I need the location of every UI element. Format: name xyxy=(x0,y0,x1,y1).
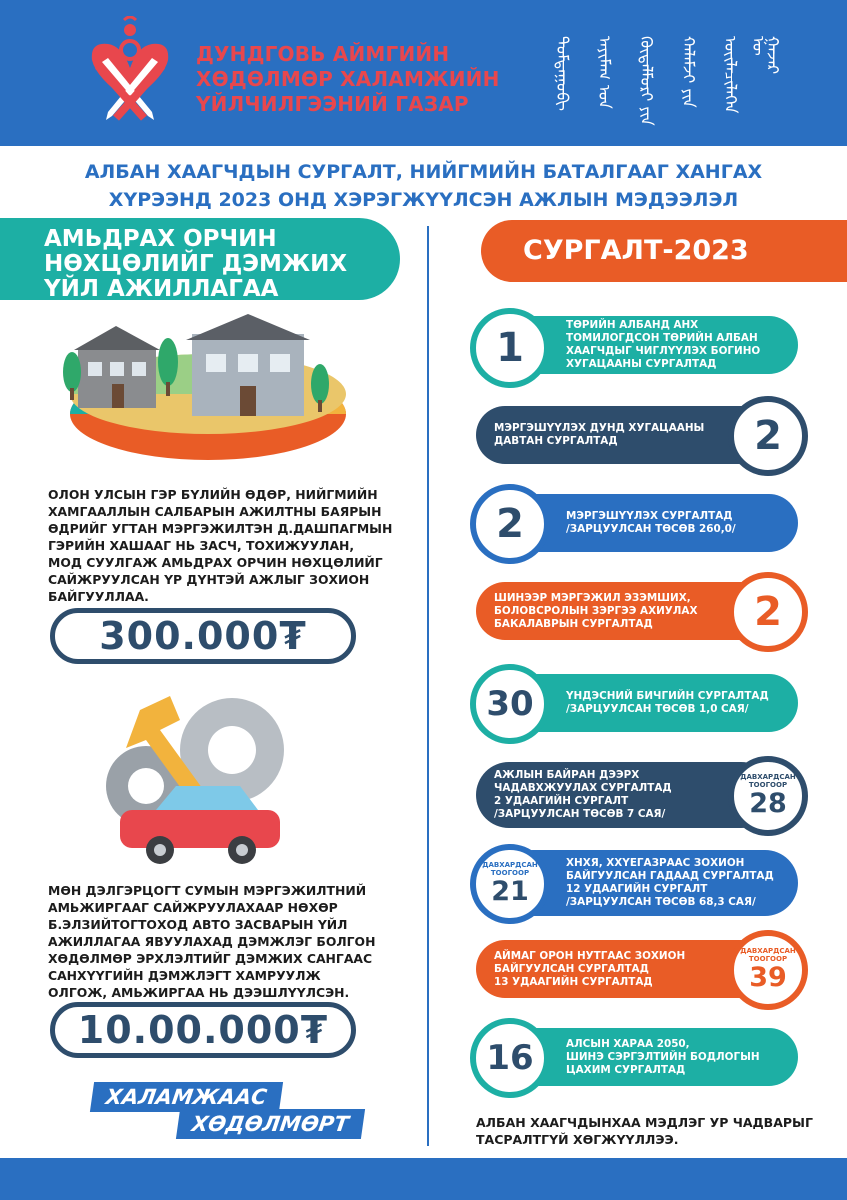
item-line: БАКАЛАВРЫН СУРГАЛТАД xyxy=(494,617,653,630)
organization-name xyxy=(196,42,516,117)
mongolian-script-col-2: ᠠᠶᠢᠮᠠᠭ ᠤᠨ xyxy=(595,36,614,109)
paragraph-2 xyxy=(48,882,404,1001)
item-line: БОЛОВСРОЛЫН ЗЭРГЭЭ АХИУЛАХ xyxy=(494,604,698,617)
item-line: /ЗАРЦУУЛСАН ТӨСӨВ 7 САЯ/ xyxy=(494,808,666,820)
para1-line: ХАМГААЛЛЫН САЛБАРЫН АЖИЛТНЫ БАЯРЫН xyxy=(48,504,382,519)
item-number: 2 xyxy=(754,413,782,459)
org-line-1: ДУНДГОВЬ АЙМГИЙН xyxy=(196,42,450,66)
left-banner-line-3: ҮЙЛ АЖИЛЛАГАА xyxy=(44,276,279,302)
item-number-badge xyxy=(470,664,550,744)
item-line: АЙМАГ ОРОН НУТГААС ЗОХИОН xyxy=(494,949,686,962)
page-title xyxy=(20,158,827,214)
org-line-3: ҮЙЛЧИЛГЭЭНИЙ ГАЗАР xyxy=(196,92,469,116)
item-line: 2 УДААГИЙН СУРГАЛТ xyxy=(494,795,629,807)
para2-line: МӨН ДЭЛГЭРЦОГТ СУМЫН МЭРГЭЖИЛТНИЙ xyxy=(48,883,367,898)
left-section-banner xyxy=(0,218,400,300)
item-number-badge xyxy=(470,844,550,924)
item-number-badge xyxy=(728,572,808,652)
item-line: МЭРГЭШҮҮЛЭХ СУРГАЛТАД xyxy=(566,510,733,522)
item-number-badge xyxy=(728,930,808,1010)
item-number: 2 xyxy=(754,589,782,635)
item-caption: ТООГООР xyxy=(490,869,530,877)
para1-line: САЙЖРУУЛСАН ҮР ДҮНТЭЙ АЖЛЫГ ЗОХИОН xyxy=(48,572,370,587)
column-divider xyxy=(427,226,429,1146)
amount-badge-2: 10.00.000₮ xyxy=(50,1002,356,1058)
item-line: /ЗАРЦУУЛСАН ТӨСӨВ 68,3 САЯ/ xyxy=(566,896,756,908)
item-number-badge xyxy=(728,756,808,836)
left-banner-line-2: НӨХЦӨЛИЙГ ДЭМЖИХ xyxy=(44,251,348,277)
item-line: ХААГЧДЫГ ЧИГЛҮҮЛЭХ БОГИНО xyxy=(566,345,761,357)
item-line: ХУГАЦААНЫ СУРГАЛТАД xyxy=(566,358,717,370)
item-line: ҮНДЭСНИЙ БИЧГИЙН СУРГАЛТАД xyxy=(566,690,769,702)
item-number: 2 xyxy=(496,501,524,547)
item-number-badge xyxy=(470,308,550,388)
item-caption: ДАВХАРДСАН xyxy=(740,947,796,955)
item-line: 12 УДААГИЙН СУРГАЛТ xyxy=(566,883,708,895)
car-repair-illustration xyxy=(100,690,300,870)
left-banner-line-1: АМЬДРАХ ОРЧИН xyxy=(44,226,277,252)
item-line: 13 УДААГИЙН СУРГАЛТАД xyxy=(494,975,653,988)
footer-bar xyxy=(0,1158,847,1200)
item-number: 39 xyxy=(749,962,787,993)
item-line: ДАВТАН СУРГАЛТАД xyxy=(494,435,618,447)
item-line: ЦАХИМ СУРГАЛТАД xyxy=(566,1063,686,1076)
item-number: 30 xyxy=(486,684,534,724)
item-line: /ЗАРЦУУЛСАН ТӨСӨВ 1,0 САЯ/ xyxy=(566,703,749,715)
item-line: АЛСЫН ХАРАА 2050, xyxy=(566,1037,690,1050)
item-caption: ДАВХАРДСАН xyxy=(740,773,796,781)
item-line: ТОМИЛОГДСОН ТӨРИЙН АЛБАН xyxy=(566,332,758,344)
mongolian-script-col-5: ᠦᠢᠯᠡᠴᠢᠯᠡᠭᠡᠨ ᠦ xyxy=(721,36,768,114)
item-number: 16 xyxy=(486,1038,534,1078)
paragraph-1 xyxy=(48,486,404,605)
item-number: 21 xyxy=(491,876,529,907)
right-section-banner: СУРГАЛТ-2023 xyxy=(481,220,847,282)
slogan-line-1: ХАЛАМЖААС xyxy=(90,1082,283,1112)
amount-badge-1: 300.000₮ xyxy=(50,608,356,664)
item-line: /ЗАРЦУУЛСАН ТӨСӨВ 260,0/ xyxy=(566,523,736,535)
item-number: 1 xyxy=(496,325,524,371)
closing-line-1: АЛБАН ХААГЧДЫНХАА МЭДЛЭГ УР ЧАДВАРЫГ xyxy=(476,1115,813,1130)
closing-line-2: ТАСРАЛТГҮЙ ХӨГЖҮҮЛЛЭЭ. xyxy=(476,1132,679,1147)
item-caption: ДАВХАРДСАН xyxy=(482,861,538,869)
item-line: БАЙГУУЛСАН СУРГАЛТАД xyxy=(494,962,649,975)
item-number-badge xyxy=(728,396,808,476)
para1-line: БАЙГУУЛЛАА. xyxy=(48,589,149,604)
item-line: ТӨРИЙН АЛБАНД АНХ xyxy=(566,319,699,331)
mongolian-script-col-4: ᠬᠠᠯᠠᠮᠵᠢ ᠶᠢᠨ xyxy=(679,36,698,108)
item-line: АЖЛЫН БАЙРАН ДЭЭРХ xyxy=(494,769,640,781)
item-number-badge xyxy=(470,1018,550,1098)
header xyxy=(0,0,847,146)
mongolian-script-col-6: ᠭᠠᠵᠠᠷ xyxy=(763,36,782,75)
item-caption: ТООГООР xyxy=(748,781,788,789)
item-line: ШИНЭЭР МЭРГЭЖИЛ ЭЗЭМШИХ, xyxy=(494,591,691,604)
item-line: ХНХЯ, ХХҮЕГАЗРААС ЗОХИОН xyxy=(566,857,745,869)
slogan-line-2: ХӨДӨЛМӨРТ xyxy=(176,1109,365,1139)
item-caption: ТООГООР xyxy=(748,955,788,963)
para2-line: АМЬЖИРГААГ САЙЖРУУЛАХААР НӨХӨР xyxy=(48,900,338,915)
para2-line: ОЛГОЖ, АМЬЖИРГАА НЬ ДЭЭШЛҮҮЛСЭН. xyxy=(48,985,350,1000)
logo-icon xyxy=(88,16,172,128)
houses-illustration xyxy=(58,314,358,464)
item-line: БАЙГУУЛСАН ГАДААД СУРГАЛТАД xyxy=(566,870,774,882)
title-line-2: ХҮРЭЭНД 2023 ОНД ХЭРЭГЖҮҮЛСЭН АЖЛЫН МЭДЭЭЛЭЛ xyxy=(108,189,739,211)
title-line-1: АЛБАН ХААГЧДЫН СУРГАЛТ, НИЙГМИЙН БАТАЛГААГ ХАНГАХ xyxy=(84,161,763,183)
para2-line: Б.ЭЛЗИЙТОГТОХОД АВТО ЗАСВАРЫН ҮЙЛ xyxy=(48,917,348,932)
item-number-badge xyxy=(470,484,550,564)
org-line-2: ХӨДӨЛМӨР ХАЛАМЖИЙН xyxy=(196,67,500,91)
para1-line: ОЛОН УЛСЫН ГЭР БҮЛИЙН ӨДӨР, НИЙГМИЙН xyxy=(48,487,378,502)
para2-line: АЖИЛЛАГАА ЯВУУЛАХАД ДЭМЖЛЭГ БОЛГОН xyxy=(48,934,376,949)
item-line: МЭРГЭШҮҮЛЭХ ДУНД ХУГАЦААНЫ xyxy=(494,422,705,434)
para2-line: САНХҮҮГИЙН ДЭМЖЛЭГТ ХАМРУУЛЖ xyxy=(48,968,321,983)
para1-line: ГЭРИЙН ХАШААГ НЬ ЗАСЧ, ТОХИЖУУЛАН, xyxy=(48,538,355,553)
item-line: ШИНЭ СЭРГЭЛТИЙН БОДЛОГЫН xyxy=(566,1050,760,1063)
item-number: 28 xyxy=(749,788,787,819)
para1-line: МОД СУУЛГАЖ АМЬДРАХ ОРЧИН НӨХЦӨЛИЙГ xyxy=(48,555,383,570)
para1-line: ӨДРИЙГ УГТАН МЭРГЭЖИЛТЭН Д.ДАШПАГМЫН xyxy=(48,521,393,536)
item-line: ЧАДАВХЖУУЛАХ СУРГАЛТАД xyxy=(494,782,672,794)
mongolian-script-col-1: ᠳᠤᠮᠳᠠᠭᠤᠪᠢ xyxy=(553,36,572,111)
mongolian-script-col-3: ᠬᠥᠳᠡᠯᠮᠦᠷᠢ ᠶᠢᠨ xyxy=(637,36,656,126)
closing-statement xyxy=(476,1114,816,1148)
para2-line: ХӨДӨЛМӨР ЭРХЛЭЛТИЙГ ДЭМЖИХ САНГААС xyxy=(48,951,373,966)
